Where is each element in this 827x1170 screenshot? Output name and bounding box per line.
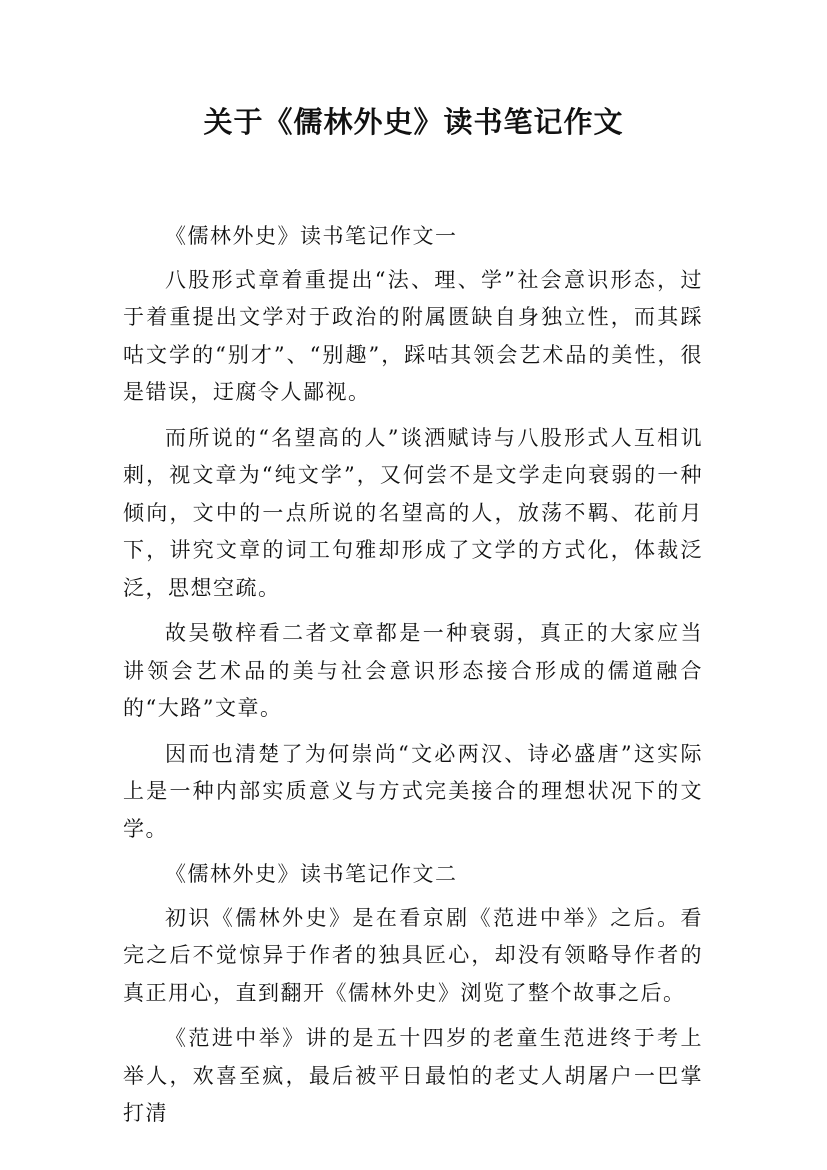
paragraph: 而所说的“名望高的人”谈洒赋诗与八股形式人互相讥刺，视文章为“纯文学”，又何尝不是文学走向衰弱的一种倾向，文中的一点所说的名望高的人，放荡不羁、花前月下，讲究文章的词工句雅却形成了文学的方式化，体裁泛泛，思想空疏。 (123, 425, 703, 600)
paragraph: 因而也清楚了为何崇尚“文必两汉、诗必盛唐”这实际上是一种内部实质意义与方式完美接合的理想状况下的文学。 (123, 741, 703, 841)
paragraph: 初识《儒林外史》是在看京剧《范进中举》之后。看完之后不觉惊异于作者的独具匠心，却没有领略导作者的真正用心，直到翻开《儒林外史》浏览了整个故事之后。 (123, 905, 703, 1005)
paragraph: 故吴敬梓看二者文章都是一种衰弱，真正的大家应当讲领会艺术品的美与社会意识形态接合形成的儒道融合的“大路”文章。 (123, 621, 703, 720)
document-body (123, 218, 703, 1141)
paragraph: 八股形式章着重提出“法、理、学”社会意识形态，过于着重提出文学对于政治的附属匮缺自身独立性，而其踩咕文学的“别才”、“别趣”，踩咕其领会艺术品的美性，很是错误，迂腐令人鄙视。 (123, 267, 703, 404)
section-heading: 《儒林外史》读书笔记作文一 (165, 224, 458, 248)
paragraph: 《范进中举》讲的是五十四岁的老童生范进终于考上举人，欢喜至疯，最后被平日最怕的老丈人胡屠户一巴掌打清 (123, 1026, 703, 1125)
section-heading: 《儒林外史》读书笔记作文二 (165, 862, 458, 886)
document-title: 关于《儒林外史》读书笔记作文 (203, 105, 624, 139)
